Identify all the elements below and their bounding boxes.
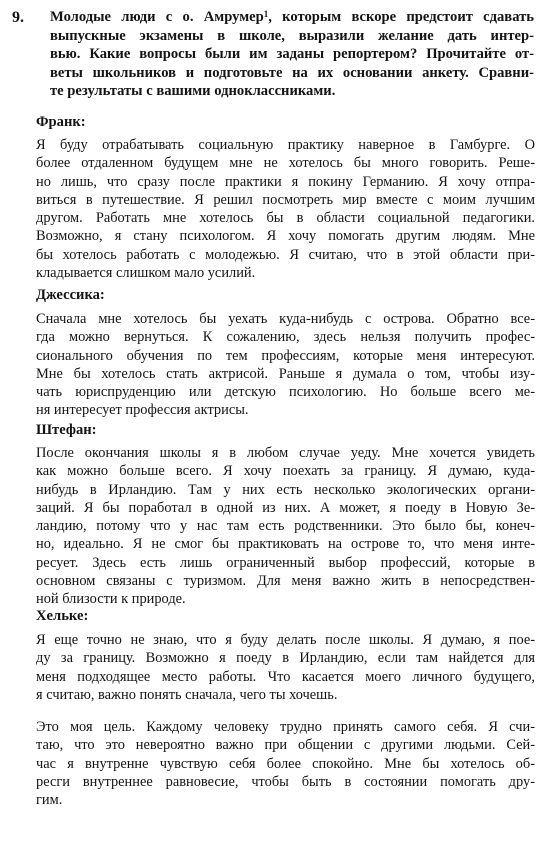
speaker-name: Штефан: (36, 422, 97, 438)
answer-paragraph (36, 310, 535, 420)
task-line-text: , которым вскоре предстоит сдавать (268, 9, 534, 25)
text-line: заций. Я бы поработал в одной из них. А может, я поеду в Новую Зе- (36, 499, 535, 516)
text-line: чать юриспруденцию или детскую психологию. Но больше всего ме- (36, 384, 535, 401)
text-line: ной близости к природе. (36, 591, 186, 608)
answer-paragraph (36, 444, 535, 609)
text-line: я считаю, важно понять сначала, чего ты хочешь. (36, 686, 338, 703)
text-line: Возможно, я стану психологом. Я хочу помогать другим людям. Мне (36, 228, 535, 245)
text-line: бы хотелось работать с молодежью. Я считаю, что в этой области при- (36, 246, 535, 263)
task-line: веты школьников и подготовьте на их основании анкету. Сравни- (50, 64, 534, 81)
text-line: но, идеально. Я не смог бы практиковать на острове то, что меня инте- (36, 536, 535, 553)
text-line: другом. Работать мне хотелось бы в области социальной педагогики. (36, 210, 535, 227)
speaker-name: Хельке: (36, 608, 89, 624)
task-9 (12, 8, 534, 101)
speaker-name: Джессика: (36, 287, 105, 303)
task-line (50, 8, 534, 27)
text-line: Я буду отрабатывать социальную практику наверное в Гамбурге. О (36, 137, 535, 153)
text-line: ландию, потому что у нас там есть родственники. Это было бы, конеч- (36, 518, 535, 535)
text-line: меня подходящее место работы. Что касается моего личного будущего, (36, 668, 535, 685)
text-line: ду за границу. Возможно я поеду в Ирландию, если там найдется для (36, 650, 535, 667)
task-line: выпускные экзамены в школе, выразили желание дать интер- (50, 27, 534, 44)
text-line: час я внутренне чувствую себя более спокойно. Мне бы хотелось об- (36, 755, 535, 772)
text-line: гда можно вернуться. К сожалению, здесь нельзя получить профес- (36, 329, 535, 346)
answer-paragraph (36, 718, 535, 809)
footnote-mark: 1 (263, 9, 269, 19)
task-number: 9. (12, 9, 24, 26)
text-line: таю, что это невероятно важно при общении с другими людьми. Сей- (36, 737, 535, 754)
text-line: ресги внутреннее равновесие, чтобы быть в состоянии помогать дру- (36, 773, 535, 790)
text-line: Сначала мне хотелось бы уехать куда-нибудь с острова. Обратно все- (36, 311, 535, 327)
text-line: более отдаленном будущем мне не хотелось бы много говорить. Реше- (36, 155, 535, 172)
answer-paragraph (36, 136, 535, 282)
text-line: гим. (36, 792, 63, 809)
text-line: основном связаны с туризмом. Для меня важно жить в непосредствен- (36, 573, 535, 590)
text-line: Мне бы хотелось стать актрисой. Раньше я думала о том, чтобы изу- (36, 365, 535, 382)
text-line: виться в путешествие. Я решил посмотреть мир вместе с моим лучшим (36, 191, 535, 208)
text-line: нибудь в Ирландию. Там у них есть несколько экологических органи- (36, 481, 535, 498)
text-line: сионального обучения по тем профессиям, которые меня интересуют. (36, 347, 535, 364)
text-line: Я еще точно не знаю, что я буду делать после школы. Я думаю, я пое- (36, 632, 535, 648)
task-line: те результаты с вашими одноклассниками. (50, 83, 336, 99)
text-line: ресует. Здесь есть лишь ограниченный выбор профессий, которые в (36, 554, 535, 571)
text-line: ня интересует профессия актрисы. (36, 402, 249, 419)
task-instructions (50, 8, 534, 101)
speaker-name: Франк: (36, 114, 86, 130)
text-line: как можно больше всего. Я хочу поехать за границу. Я думаю, куда- (36, 463, 535, 480)
task-line: вью. Какие вопросы были им заданы репортером? Прочитайте от- (50, 46, 534, 62)
task-line-text: Молодые люди с о. Амрумер (50, 9, 264, 25)
text-line: но лишь, что сразу после практики я покину Германию. Я хочу отпра- (36, 173, 535, 190)
answer-paragraph (36, 631, 535, 704)
text-line: Это моя цель. Каждому человеку трудно принять самого себя. Я счи- (36, 719, 535, 735)
text-line: После окончания школы я в любом случае уеду. Мне хочется увидеть (36, 445, 535, 461)
text-line: кладывается слишком мало усилий. (36, 265, 256, 282)
